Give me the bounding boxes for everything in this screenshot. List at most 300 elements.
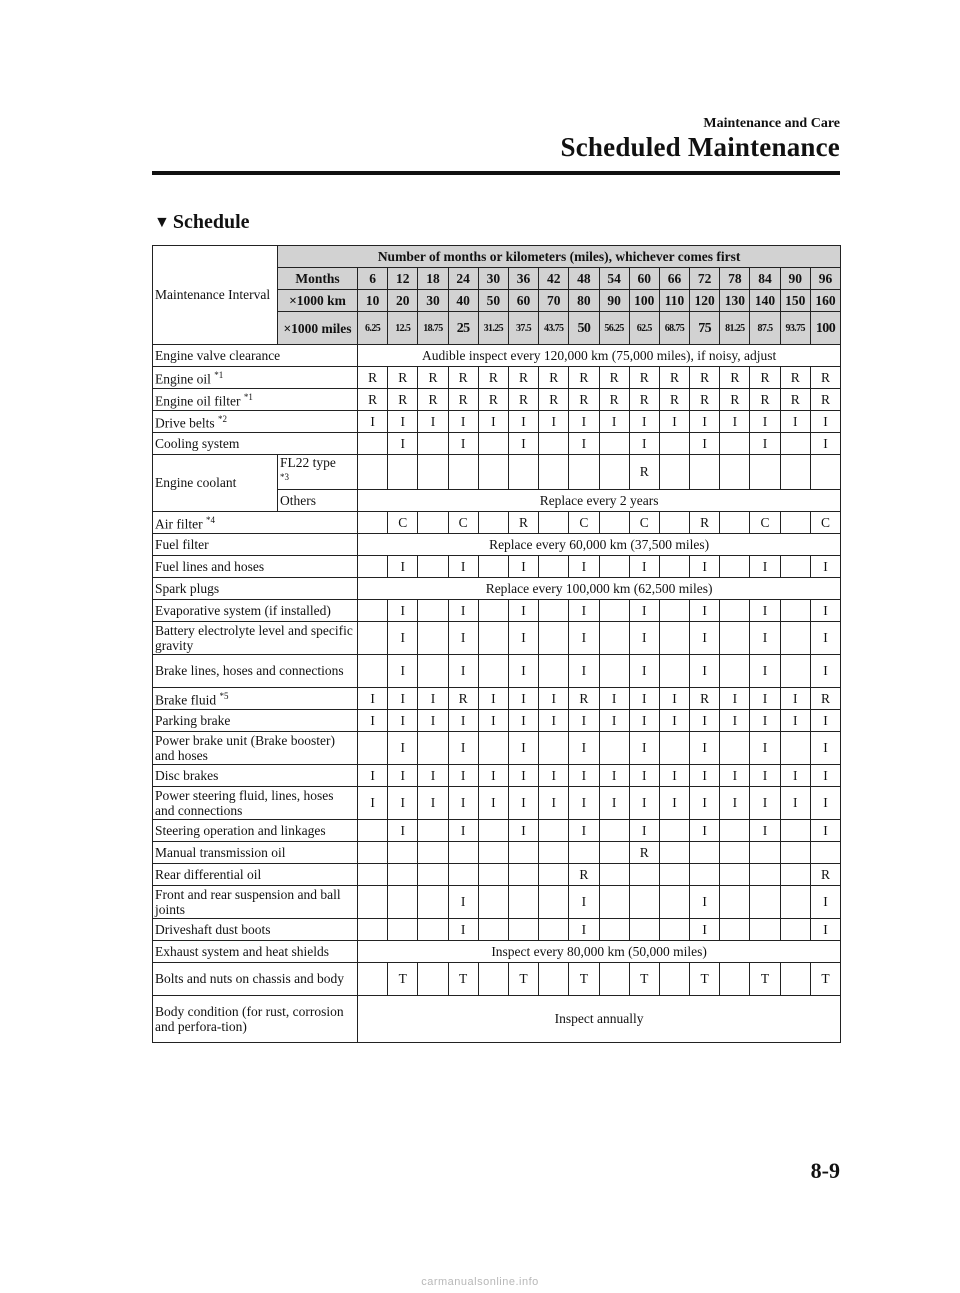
- schedule-cell: [810, 455, 840, 490]
- schedule-cell: C: [388, 511, 418, 533]
- schedule-cell: R: [629, 455, 659, 490]
- schedule-cell: [780, 863, 810, 885]
- schedule-cell: [720, 962, 750, 995]
- schedule-cell: [539, 962, 569, 995]
- schedule-cell: [358, 599, 388, 621]
- item-label: [153, 841, 358, 863]
- schedule-row: [153, 455, 841, 490]
- item-label: [153, 709, 358, 731]
- schedule-cell: R: [810, 687, 840, 709]
- schedule-row: [153, 995, 841, 1042]
- schedule-cell: [478, 841, 508, 863]
- schedule-row: [153, 764, 841, 786]
- item-label-text: Brake fluid: [155, 692, 217, 708]
- schedule-cell: R: [599, 367, 629, 389]
- item-label: [153, 863, 358, 885]
- miles-value: 100: [810, 312, 840, 345]
- schedule-cell: I: [720, 687, 750, 709]
- schedule-cell: I: [629, 411, 659, 433]
- schedule-cell: I: [629, 709, 659, 731]
- schedule-cell: [539, 885, 569, 918]
- schedule-cell: [599, 962, 629, 995]
- schedule-cell: [720, 841, 750, 863]
- schedule-cell: R: [418, 389, 448, 411]
- schedule-cell: [750, 863, 780, 885]
- span-heading: Number of months or kilometers (miles), whichever comes first: [278, 246, 841, 268]
- item-sublabel-text: FL22 type: [280, 455, 336, 470]
- schedule-cell: I: [508, 621, 538, 654]
- schedule-cell: [539, 918, 569, 940]
- schedule-cell: I: [539, 709, 569, 731]
- schedule-cell: I: [690, 918, 720, 940]
- schedule-row: [153, 841, 841, 863]
- schedule-cell: [508, 841, 538, 863]
- schedule-cell: [478, 962, 508, 995]
- schedule-cell: I: [388, 786, 418, 819]
- km-value: 140: [750, 290, 780, 312]
- schedule-cell: [659, 621, 689, 654]
- schedule-cell: [539, 621, 569, 654]
- schedule-cell: [539, 555, 569, 577]
- schedule-cell: T: [569, 962, 599, 995]
- schedule-row: [153, 863, 841, 885]
- page-title: Scheduled Maintenance: [560, 132, 840, 162]
- item-label: [153, 764, 358, 786]
- schedule-cell: I: [448, 731, 478, 764]
- months-value: 78: [720, 268, 750, 290]
- schedule-cell: I: [448, 411, 478, 433]
- item-label: [153, 621, 358, 654]
- schedule-cell: [478, 885, 508, 918]
- km-value: 160: [810, 290, 840, 312]
- months-value: 12: [388, 268, 418, 290]
- schedule-cell: [780, 731, 810, 764]
- schedule-cell: R: [508, 389, 538, 411]
- schedule-cell: T: [750, 962, 780, 995]
- schedule-cell: [599, 599, 629, 621]
- item-label: [153, 940, 358, 962]
- schedule-cell: [720, 731, 750, 764]
- schedule-cell: [750, 918, 780, 940]
- schedule-row: [153, 367, 841, 389]
- schedule-cell: [599, 841, 629, 863]
- schedule-cell: [659, 918, 689, 940]
- km-value: 110: [659, 290, 689, 312]
- schedule-cell: [659, 885, 689, 918]
- schedule-cell: R: [388, 367, 418, 389]
- miles-value: 68.75: [659, 312, 689, 345]
- schedule-cell: I: [539, 786, 569, 819]
- schedule-cell: I: [418, 687, 448, 709]
- schedule-row: [153, 433, 841, 455]
- months-value: 42: [539, 268, 569, 290]
- schedule-cell: I: [750, 555, 780, 577]
- miles-value: 75: [690, 312, 720, 345]
- schedule-cell: [358, 433, 388, 455]
- schedule-cell: T: [388, 962, 418, 995]
- schedule-cell: [358, 731, 388, 764]
- maintenance-schedule-table: [152, 245, 841, 1043]
- schedule-cell: I: [569, 764, 599, 786]
- schedule-cell: [810, 841, 840, 863]
- schedule-cell: [629, 918, 659, 940]
- schedule-cell: I: [629, 433, 659, 455]
- item-label-text: Fuel lines and hoses: [155, 558, 265, 574]
- schedule-cell: T: [690, 962, 720, 995]
- item-label-text: Disc brakes: [155, 767, 219, 783]
- schedule-cell: I: [629, 819, 659, 841]
- schedule-cell: [358, 885, 388, 918]
- watermark: carmanualsonline.info: [421, 1276, 539, 1288]
- months-value: 30: [478, 268, 508, 290]
- schedule-cell: [418, 841, 448, 863]
- schedule-cell: I: [388, 819, 418, 841]
- schedule-row: [153, 577, 841, 599]
- schedule-cell: I: [478, 411, 508, 433]
- schedule-cell: I: [448, 599, 478, 621]
- schedule-cell: C: [629, 511, 659, 533]
- schedule-cell: R: [690, 389, 720, 411]
- schedule-cell: [358, 511, 388, 533]
- schedule-cell: I: [810, 654, 840, 687]
- schedule-cell: I: [418, 764, 448, 786]
- schedule-cell: [388, 455, 418, 490]
- schedule-cell: I: [508, 599, 538, 621]
- schedule-span-note: Inspect every 80,000 km (50,000 miles): [358, 940, 841, 962]
- schedule-row: [153, 345, 841, 367]
- schedule-cell: I: [448, 654, 478, 687]
- schedule-cell: C: [569, 511, 599, 533]
- schedule-cell: R: [448, 687, 478, 709]
- schedule-cell: I: [690, 411, 720, 433]
- item-label: [153, 511, 358, 533]
- schedule-cell: [358, 918, 388, 940]
- months-value: 36: [508, 268, 538, 290]
- schedule-cell: [418, 511, 448, 533]
- schedule-cell: I: [659, 687, 689, 709]
- schedule-cell: I: [690, 819, 720, 841]
- schedule-cell: [478, 599, 508, 621]
- schedule-cell: I: [448, 819, 478, 841]
- schedule-cell: [539, 455, 569, 490]
- schedule-cell: I: [720, 764, 750, 786]
- schedule-cell: [539, 511, 569, 533]
- schedule-cell: [418, 885, 448, 918]
- schedule-cell: I: [780, 764, 810, 786]
- schedule-cell: I: [659, 411, 689, 433]
- schedule-cell: I: [629, 731, 659, 764]
- schedule-cell: I: [720, 411, 750, 433]
- schedule-cell: [418, 819, 448, 841]
- schedule-cell: I: [388, 687, 418, 709]
- item-label: [153, 345, 358, 367]
- schedule-cell: [750, 885, 780, 918]
- schedule-cell: I: [629, 654, 659, 687]
- schedule-cell: R: [810, 367, 840, 389]
- schedule-cell: [418, 621, 448, 654]
- schedule-cell: I: [599, 709, 629, 731]
- schedule-cell: [599, 555, 629, 577]
- schedule-cell: [569, 455, 599, 490]
- schedule-cell: R: [750, 389, 780, 411]
- schedule-cell: [539, 731, 569, 764]
- km-value: 60: [508, 290, 538, 312]
- item-label-text: Body condition (for rust, corrosion and perfora-tion): [155, 1003, 344, 1034]
- chapter-heading: Maintenance and Care: [703, 116, 840, 131]
- schedule-cell: I: [810, 411, 840, 433]
- schedule-cell: [659, 654, 689, 687]
- schedule-cell: R: [388, 389, 418, 411]
- schedule-cell: [358, 863, 388, 885]
- schedule-cell: I: [388, 411, 418, 433]
- schedule-cell: [780, 555, 810, 577]
- schedule-cell: R: [508, 367, 538, 389]
- schedule-cell: I: [599, 764, 629, 786]
- schedule-cell: [599, 511, 629, 533]
- schedule-cell: I: [750, 819, 780, 841]
- schedule-cell: [720, 599, 750, 621]
- schedule-cell: I: [750, 621, 780, 654]
- schedule-cell: [780, 841, 810, 863]
- schedule-cell: [358, 841, 388, 863]
- schedule-cell: [478, 455, 508, 490]
- schedule-cell: [358, 819, 388, 841]
- schedule-span-note: Replace every 60,000 km (37,500 miles): [358, 533, 841, 555]
- schedule-cell: I: [448, 764, 478, 786]
- schedule-cell: [448, 841, 478, 863]
- km-value: 130: [720, 290, 750, 312]
- schedule-cell: I: [388, 555, 418, 577]
- schedule-cell: I: [358, 411, 388, 433]
- schedule-cell: I: [539, 411, 569, 433]
- item-label-text: Air filter: [155, 516, 203, 532]
- item-label-text: Engine coolant: [155, 475, 237, 491]
- months-value: 84: [750, 268, 780, 290]
- schedule-cell: [629, 863, 659, 885]
- schedule-cell: [659, 863, 689, 885]
- schedule-row: [153, 511, 841, 533]
- schedule-cell: [659, 819, 689, 841]
- schedule-cell: I: [388, 764, 418, 786]
- schedule-row: [153, 555, 841, 577]
- item-label: [153, 577, 358, 599]
- schedule-cell: [659, 841, 689, 863]
- schedule-cell: I: [810, 555, 840, 577]
- km-value: 100: [629, 290, 659, 312]
- schedule-row: [153, 389, 841, 411]
- schedule-cell: [358, 555, 388, 577]
- schedule-cell: [478, 918, 508, 940]
- schedule-cell: I: [508, 764, 538, 786]
- km-value: 90: [599, 290, 629, 312]
- schedule-cell: I: [810, 885, 840, 918]
- section-heading: [154, 211, 250, 234]
- schedule-row: [153, 687, 841, 709]
- schedule-cell: R: [569, 367, 599, 389]
- schedule-cell: I: [569, 731, 599, 764]
- schedule-cell: I: [780, 687, 810, 709]
- schedule-cell: [750, 841, 780, 863]
- months-value: 6: [358, 268, 388, 290]
- schedule-cell: I: [750, 599, 780, 621]
- schedule-cell: I: [750, 687, 780, 709]
- item-label: [153, 995, 358, 1042]
- schedule-cell: I: [810, 786, 840, 819]
- schedule-row: [153, 709, 841, 731]
- schedule-span-note: Replace every 100,000 km (62,500 miles): [358, 577, 841, 599]
- schedule-cell: I: [539, 764, 569, 786]
- schedule-cell: [720, 511, 750, 533]
- miles-value: 43.75: [539, 312, 569, 345]
- schedule-cell: I: [388, 433, 418, 455]
- months-value: 54: [599, 268, 629, 290]
- schedule-cell: I: [690, 786, 720, 819]
- schedule-cell: [780, 433, 810, 455]
- schedule-cell: R: [508, 511, 538, 533]
- schedule-cell: [539, 819, 569, 841]
- months-value: 48: [569, 268, 599, 290]
- schedule-cell: T: [629, 962, 659, 995]
- schedule-cell: I: [750, 731, 780, 764]
- miles-value: 87.5: [750, 312, 780, 345]
- schedule-span-note: Replace every 2 years: [358, 489, 841, 511]
- schedule-cell: [780, 918, 810, 940]
- schedule-cell: I: [448, 555, 478, 577]
- item-label-text: Battery electrolyte level and specific gravity: [155, 622, 353, 653]
- schedule-cell: I: [780, 786, 810, 819]
- schedule-cell: I: [388, 709, 418, 731]
- schedule-cell: I: [388, 731, 418, 764]
- schedule-cell: R: [418, 367, 448, 389]
- schedule-cell: [388, 885, 418, 918]
- item-label-text: Engine valve clearance: [155, 348, 281, 363]
- schedule-cell: T: [508, 962, 538, 995]
- schedule-cell: [599, 621, 629, 654]
- schedule-cell: I: [599, 786, 629, 819]
- schedule-cell: I: [418, 786, 448, 819]
- schedule-cell: I: [750, 709, 780, 731]
- item-label: [153, 599, 358, 621]
- schedule-cell: I: [690, 433, 720, 455]
- schedule-cell: R: [539, 389, 569, 411]
- schedule-cell: I: [599, 687, 629, 709]
- triangle-marker-icon: ▼: [154, 214, 170, 231]
- schedule-cell: [478, 731, 508, 764]
- schedule-cell: [780, 962, 810, 995]
- schedule-cell: I: [690, 654, 720, 687]
- item-label-text: Drive belts: [155, 415, 215, 431]
- schedule-cell: I: [569, 411, 599, 433]
- schedule-cell: I: [569, 918, 599, 940]
- schedule-row: [153, 731, 841, 764]
- item-label-text: Exhaust system and heat shields: [155, 943, 329, 959]
- schedule-cell: [720, 918, 750, 940]
- schedule-cell: [780, 599, 810, 621]
- item-label: [153, 411, 358, 433]
- schedule-cell: I: [478, 786, 508, 819]
- schedule-cell: I: [629, 555, 659, 577]
- schedule-cell: [508, 863, 538, 885]
- schedule-cell: R: [810, 389, 840, 411]
- schedule-cell: I: [569, 654, 599, 687]
- item-label-text: Spark plugs: [155, 580, 220, 596]
- schedule-cell: I: [690, 764, 720, 786]
- schedule-cell: I: [690, 621, 720, 654]
- schedule-cell: [539, 433, 569, 455]
- schedule-cell: I: [569, 786, 599, 819]
- schedule-cell: [539, 841, 569, 863]
- schedule-cell: [508, 918, 538, 940]
- miles-value: 31.25: [478, 312, 508, 345]
- schedule-cell: I: [508, 433, 538, 455]
- page-number: 8-9: [810, 1158, 840, 1183]
- schedule-cell: [418, 731, 448, 764]
- miles-value: 25: [448, 312, 478, 345]
- schedule-cell: [659, 555, 689, 577]
- months-value: 96: [810, 268, 840, 290]
- item-label: [153, 786, 358, 819]
- schedule-cell: [418, 962, 448, 995]
- months-value: 90: [780, 268, 810, 290]
- schedule-cell: I: [750, 764, 780, 786]
- schedule-cell: I: [569, 433, 599, 455]
- schedule-cell: I: [569, 599, 599, 621]
- schedule-cell: [659, 962, 689, 995]
- item-label: [153, 918, 358, 940]
- miles-value: 93.75: [780, 312, 810, 345]
- schedule-cell: R: [720, 367, 750, 389]
- item-sublabel: [278, 489, 358, 511]
- schedule-cell: [418, 455, 448, 490]
- km-value: 70: [539, 290, 569, 312]
- schedule-cell: I: [358, 709, 388, 731]
- schedule-cell: [629, 885, 659, 918]
- schedule-cell: I: [358, 687, 388, 709]
- schedule-cell: [358, 621, 388, 654]
- schedule-cell: I: [750, 786, 780, 819]
- footnote-ref: *1: [214, 370, 224, 381]
- schedule-cell: [539, 599, 569, 621]
- schedule-cell: [478, 863, 508, 885]
- schedule-cell: R: [629, 841, 659, 863]
- item-label-text: Parking brake: [155, 712, 231, 728]
- schedule-cell: I: [810, 731, 840, 764]
- schedule-cell: I: [690, 709, 720, 731]
- schedule-cell: I: [569, 709, 599, 731]
- schedule-cell: [780, 621, 810, 654]
- schedule-cell: I: [508, 654, 538, 687]
- schedule-cell: [448, 863, 478, 885]
- schedule-cell: [418, 863, 448, 885]
- schedule-cell: I: [629, 599, 659, 621]
- schedule-cell: R: [599, 389, 629, 411]
- item-label: [153, 555, 358, 577]
- schedule-cell: [780, 455, 810, 490]
- item-sublabel-text: Others: [280, 492, 316, 508]
- schedule-cell: I: [388, 621, 418, 654]
- schedule-cell: R: [659, 367, 689, 389]
- schedule-row: [153, 918, 841, 940]
- schedule-cell: I: [690, 599, 720, 621]
- schedule-cell: [720, 819, 750, 841]
- schedule-cell: I: [508, 411, 538, 433]
- schedule-row: [153, 940, 841, 962]
- schedule-cell: [478, 433, 508, 455]
- schedule-cell: [358, 654, 388, 687]
- schedule-cell: T: [448, 962, 478, 995]
- schedule-cell: [418, 599, 448, 621]
- schedule-cell: [599, 863, 629, 885]
